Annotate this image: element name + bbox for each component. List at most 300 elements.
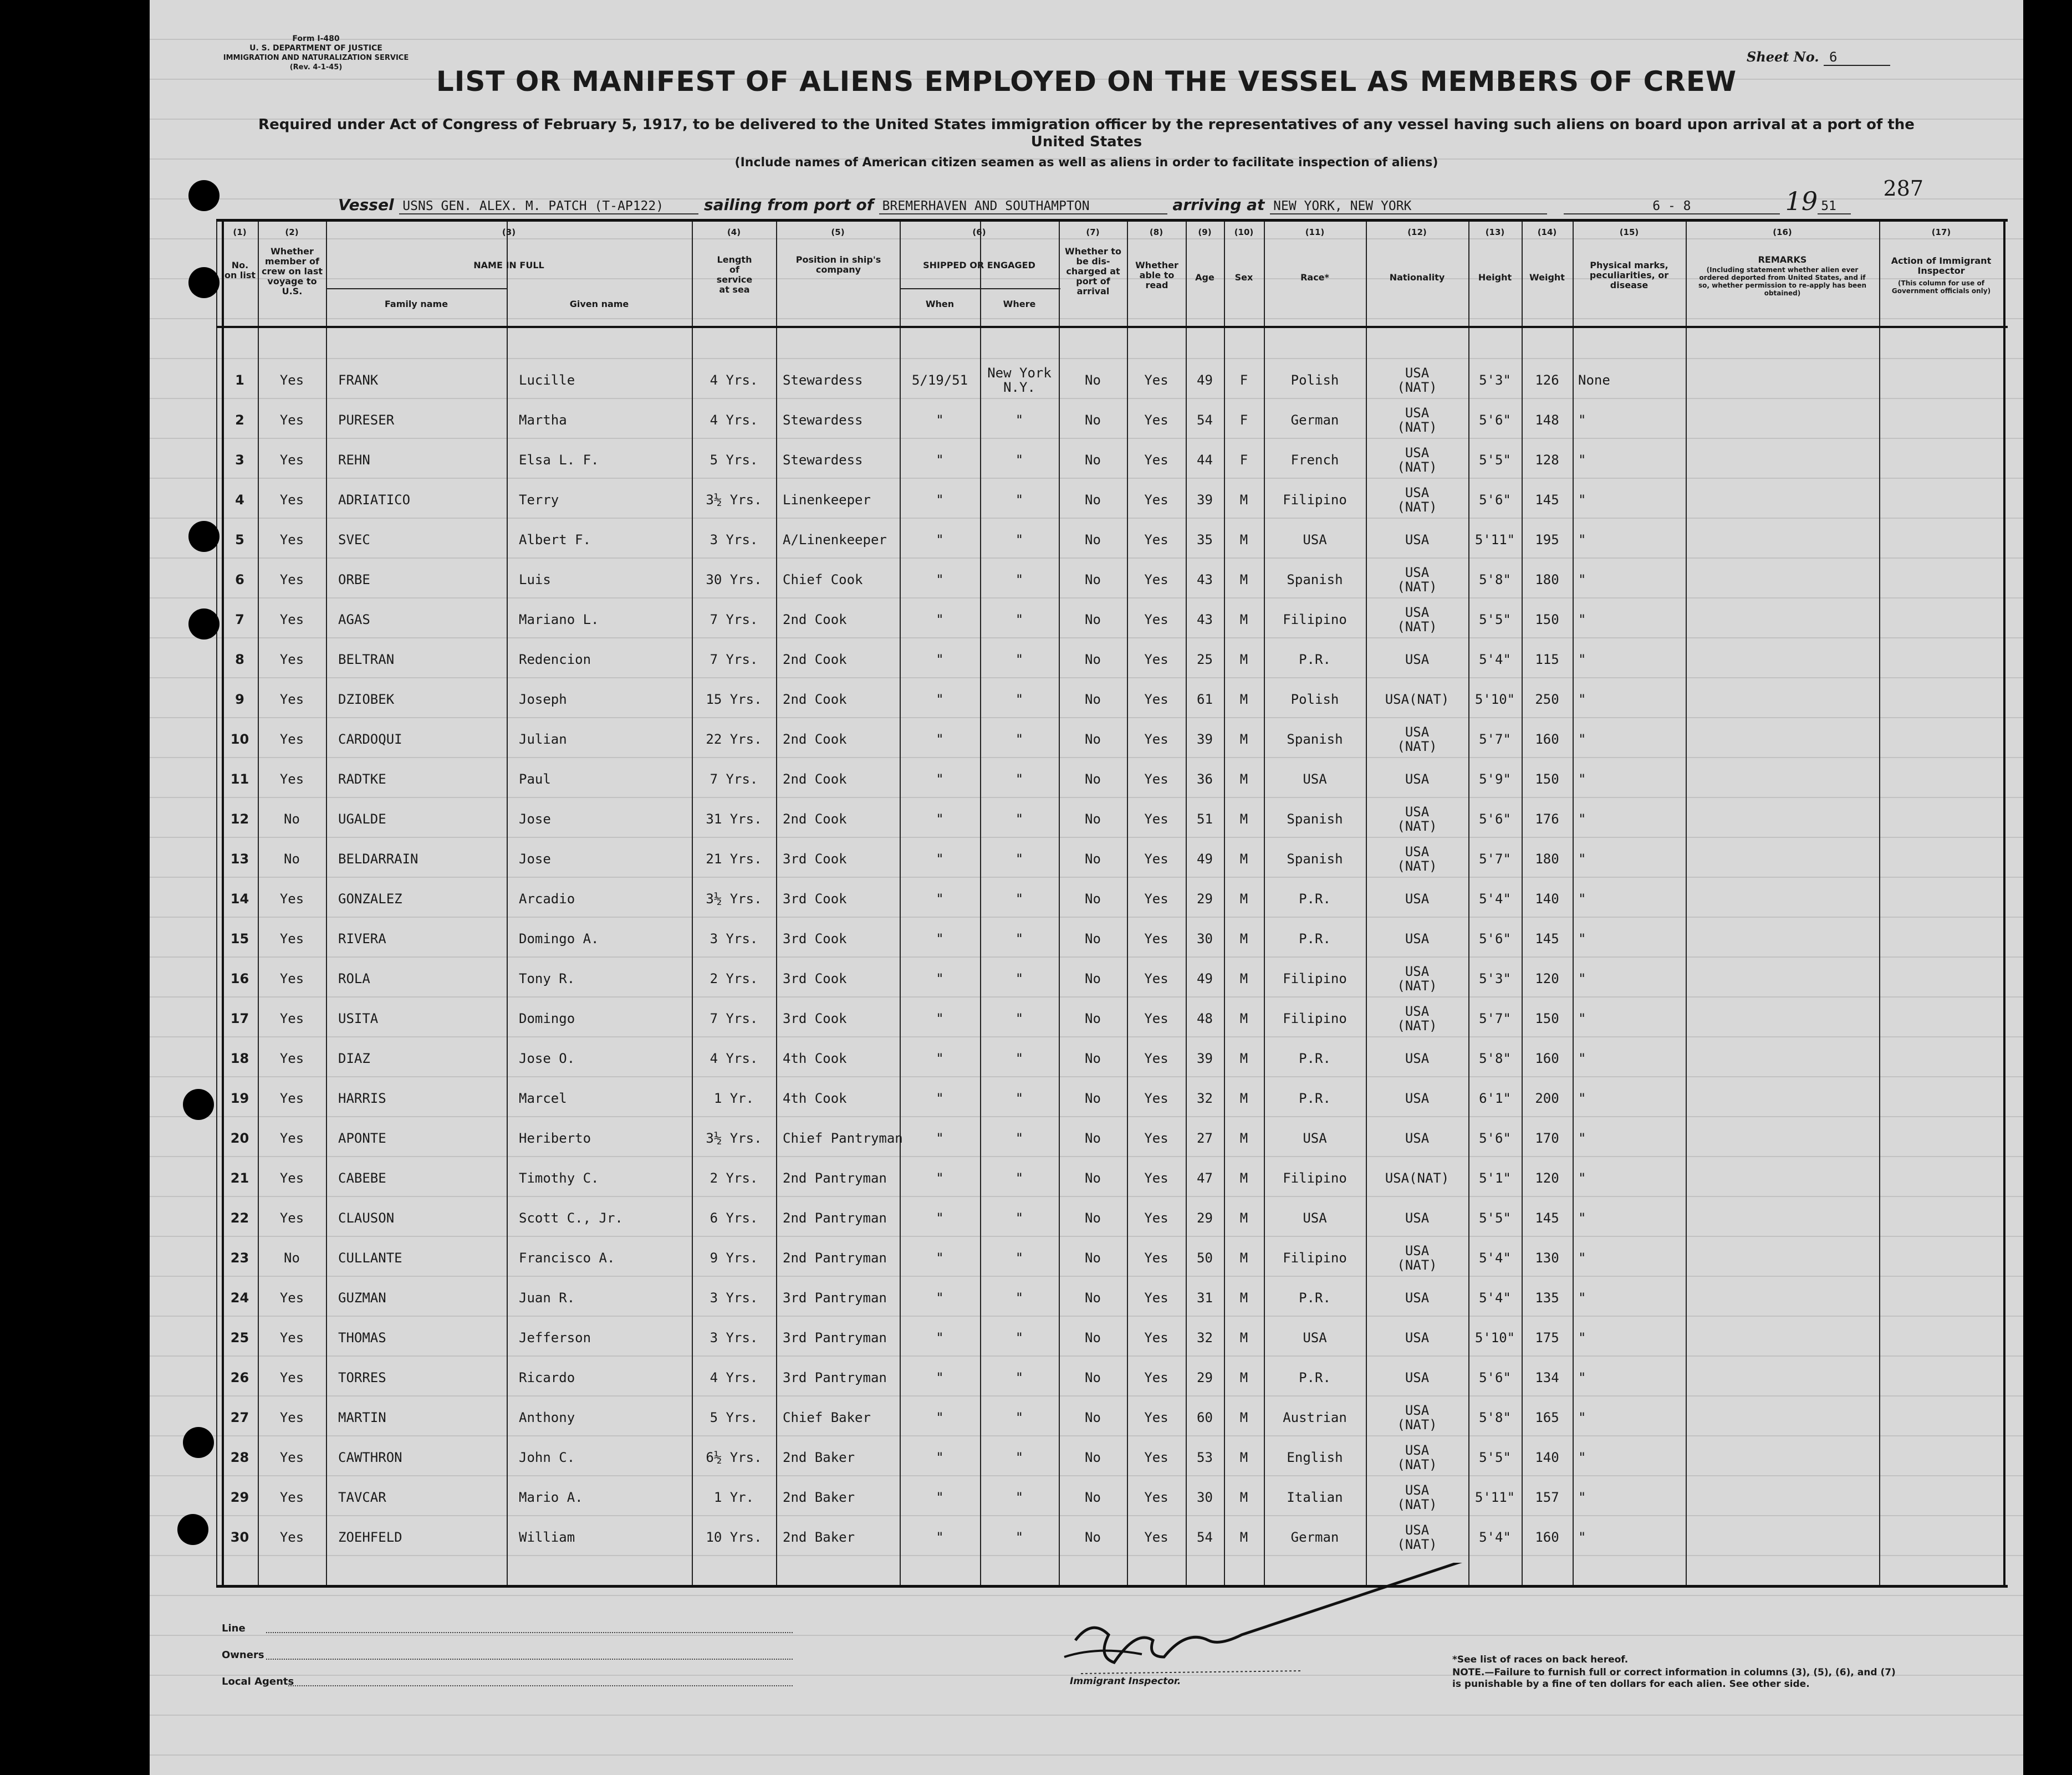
cell-height: 5'8" bbox=[1479, 572, 1511, 587]
col-num-5: (5) bbox=[831, 227, 845, 237]
table-row bbox=[216, 1358, 2008, 1398]
col-head-discharged: Whether to be dis-charged at port of arrival bbox=[1065, 246, 1121, 296]
cell-weight: 130 bbox=[1535, 1250, 1559, 1266]
cell-nationality: USA (NAT) bbox=[1397, 1004, 1437, 1034]
cell-given-name: Martha bbox=[519, 412, 567, 428]
cell-shipped-when: 5/19/51 bbox=[911, 372, 968, 388]
punch-hole bbox=[177, 1514, 208, 1545]
cell-shipped-when: " bbox=[936, 811, 944, 827]
cell-height: 5'7" bbox=[1479, 851, 1511, 867]
cell-family-name: GONZALEZ bbox=[338, 891, 402, 907]
cell-able-to-read: Yes bbox=[1144, 692, 1168, 707]
table-row bbox=[216, 1238, 2008, 1278]
footer-line-label: Line bbox=[222, 1623, 246, 1634]
cell-race: Filipino bbox=[1283, 1250, 1347, 1266]
cell-sex: M bbox=[1239, 732, 1248, 747]
table-row bbox=[216, 1477, 2008, 1517]
cell-shipped-when: " bbox=[936, 1210, 944, 1226]
cell-sex: M bbox=[1239, 931, 1248, 947]
cell-race: English bbox=[1287, 1450, 1343, 1465]
col-num-1: (1) bbox=[233, 227, 247, 237]
cell-length-of-service: 15 Yrs. bbox=[706, 692, 762, 707]
cell-row-number: 13 bbox=[230, 851, 249, 867]
cell-height: 5'4" bbox=[1479, 652, 1511, 667]
table-row bbox=[216, 480, 2008, 520]
cell-discharged: No bbox=[1085, 1091, 1101, 1106]
cell-position: 2nd Cook bbox=[783, 652, 847, 667]
col-num-2: (2) bbox=[285, 227, 299, 237]
cell-nationality: USA (NAT) bbox=[1397, 1403, 1437, 1433]
cell-position: 2nd Baker bbox=[783, 1490, 855, 1505]
cell-able-to-read: Yes bbox=[1144, 931, 1168, 947]
cell-position: 2nd Cook bbox=[783, 612, 847, 627]
col-head-position: Position in ship's company bbox=[795, 254, 881, 275]
cell-physical-marks: " bbox=[1578, 572, 1586, 587]
cell-nationality: USA bbox=[1405, 1370, 1430, 1385]
cell-nationality: USA(NAT) bbox=[1385, 692, 1450, 707]
cell-family-name: GUZMAN bbox=[338, 1290, 386, 1306]
cell-row-number: 23 bbox=[230, 1250, 249, 1266]
punch-hole bbox=[188, 180, 220, 211]
cell-discharged: No bbox=[1085, 851, 1101, 867]
cell-position: 2nd Baker bbox=[783, 1450, 855, 1465]
cell-length-of-service: 4 Yrs. bbox=[710, 412, 758, 428]
page-subtitle: Required under Act of Congress of February 5, 1917, to be delivered to the United States immigration officer by the representatives of any vessel having such aliens on board upon arrival at a port of the United States bbox=[258, 116, 1915, 150]
cell-physical-marks: " bbox=[1578, 1290, 1586, 1306]
cell-age: 35 bbox=[1197, 532, 1213, 548]
cell-able-to-read: Yes bbox=[1144, 612, 1168, 627]
cell-shipped-when: " bbox=[936, 492, 944, 508]
cell-given-name: Marcel bbox=[519, 1091, 567, 1106]
cell-given-name: Anthony bbox=[519, 1410, 575, 1425]
cell-shipped-where: " bbox=[1015, 1410, 1024, 1425]
cell-able-to-read: Yes bbox=[1144, 452, 1168, 468]
cell-weight: 250 bbox=[1535, 692, 1559, 707]
cell-height: 5'6" bbox=[1479, 931, 1511, 947]
cell-sex: M bbox=[1239, 1051, 1248, 1066]
cell-row-number: 12 bbox=[230, 811, 249, 827]
cell-height: 5'6" bbox=[1479, 412, 1511, 428]
cell-sex: M bbox=[1239, 1011, 1248, 1026]
cell-age: 25 bbox=[1197, 652, 1213, 667]
cell-row-number: 1 bbox=[235, 372, 244, 388]
cell-age: 48 bbox=[1197, 1011, 1213, 1026]
cell-prev-voyage: Yes bbox=[279, 372, 304, 388]
cell-discharged: No bbox=[1085, 612, 1101, 627]
cell-race: P.R. bbox=[1299, 1290, 1331, 1306]
cell-position: 3rd Cook bbox=[783, 1011, 847, 1026]
cell-row-number: 20 bbox=[230, 1131, 249, 1146]
cell-height: 5'8" bbox=[1479, 1051, 1511, 1066]
cell-race: USA bbox=[1303, 771, 1327, 787]
cell-nationality: USA bbox=[1405, 1330, 1430, 1346]
cell-nationality: USA bbox=[1405, 532, 1430, 548]
cell-discharged: No bbox=[1085, 1450, 1101, 1465]
col-head-no: No. on list bbox=[224, 260, 256, 280]
cell-age: 39 bbox=[1197, 732, 1213, 747]
cell-length-of-service: 5 Yrs. bbox=[710, 452, 758, 468]
cell-family-name: PURESER bbox=[338, 412, 395, 428]
cell-sex: F bbox=[1239, 372, 1248, 388]
cell-physical-marks: " bbox=[1578, 771, 1586, 787]
cell-able-to-read: Yes bbox=[1144, 1131, 1168, 1146]
col-num-9: (9) bbox=[1198, 227, 1212, 237]
cell-family-name: USITA bbox=[338, 1011, 379, 1026]
vessel-label: Vessel bbox=[338, 196, 394, 214]
cell-length-of-service: 6 Yrs. bbox=[710, 1210, 758, 1226]
cell-able-to-read: Yes bbox=[1144, 811, 1168, 827]
cell-age: 39 bbox=[1197, 1051, 1213, 1066]
cell-race: P.R. bbox=[1299, 1091, 1331, 1106]
crew-table bbox=[216, 219, 2008, 1588]
cell-given-name: Juan R. bbox=[519, 1290, 575, 1306]
cell-discharged: No bbox=[1085, 532, 1101, 548]
cell-discharged: No bbox=[1085, 652, 1101, 667]
punch-hole bbox=[183, 1089, 214, 1120]
cell-row-number: 24 bbox=[230, 1290, 249, 1306]
cell-nationality: USA (NAT) bbox=[1397, 1522, 1437, 1552]
cell-weight: 170 bbox=[1535, 1131, 1559, 1146]
cell-height: 5'7" bbox=[1479, 732, 1511, 747]
cell-nationality: USA bbox=[1405, 652, 1430, 667]
cell-height: 5'6" bbox=[1479, 492, 1511, 508]
cell-shipped-where: " bbox=[1015, 811, 1024, 827]
footer-note-races: *See list of races on back hereof. bbox=[1452, 1654, 1629, 1665]
cell-height: 5'4" bbox=[1479, 1290, 1511, 1306]
col-num-15: (15) bbox=[1619, 227, 1639, 237]
table-row bbox=[216, 1158, 2008, 1198]
cell-weight: 115 bbox=[1535, 652, 1559, 667]
cell-physical-marks: " bbox=[1578, 811, 1586, 827]
sheet-number-label: Sheet No. bbox=[1747, 49, 1819, 65]
cell-prev-voyage: Yes bbox=[279, 612, 304, 627]
cell-physical-marks: " bbox=[1578, 532, 1586, 548]
cell-prev-voyage: Yes bbox=[279, 1091, 304, 1106]
cell-shipped-when: " bbox=[936, 532, 944, 548]
cell-weight: 145 bbox=[1535, 1210, 1559, 1226]
cell-shipped-where: " bbox=[1015, 851, 1024, 867]
table-row bbox=[216, 999, 2008, 1039]
cell-prev-voyage: Yes bbox=[279, 931, 304, 947]
cell-row-number: 30 bbox=[230, 1530, 249, 1545]
cell-family-name: TORRES bbox=[338, 1370, 386, 1385]
col-head-name: NAME IN FULL bbox=[473, 260, 544, 270]
col-num-11: (11) bbox=[1305, 227, 1325, 237]
table-row bbox=[216, 440, 2008, 480]
cell-family-name: RADTKE bbox=[338, 771, 386, 787]
cell-shipped-where: " bbox=[1015, 412, 1024, 428]
cell-race: Spanish bbox=[1287, 811, 1343, 827]
table-row bbox=[216, 1438, 2008, 1477]
cell-sex: M bbox=[1239, 851, 1248, 867]
cell-nationality: USA (NAT) bbox=[1397, 565, 1437, 595]
cell-height: 5'11" bbox=[1474, 1490, 1515, 1505]
cell-height: 5'5" bbox=[1479, 452, 1511, 468]
cell-nationality: USA bbox=[1405, 1290, 1430, 1306]
cell-weight: 135 bbox=[1535, 1290, 1559, 1306]
table-row bbox=[216, 719, 2008, 759]
cell-length-of-service: 2 Yrs. bbox=[710, 971, 758, 986]
cell-weight: 145 bbox=[1535, 492, 1559, 508]
cell-shipped-when: " bbox=[936, 572, 944, 587]
cell-prev-voyage: Yes bbox=[279, 971, 304, 986]
cell-shipped-when: " bbox=[936, 931, 944, 947]
table-row bbox=[216, 879, 2008, 919]
cell-row-number: 19 bbox=[230, 1091, 249, 1106]
cell-row-number: 22 bbox=[230, 1210, 249, 1226]
cell-family-name: BELTRAN bbox=[338, 652, 395, 667]
cell-age: 30 bbox=[1197, 1490, 1213, 1505]
cell-row-number: 2 bbox=[235, 412, 244, 428]
cell-row-number: 21 bbox=[230, 1170, 249, 1186]
cell-nationality: USA (NAT) bbox=[1397, 964, 1437, 994]
cell-position: 3rd Pantryman bbox=[783, 1290, 887, 1306]
cell-physical-marks: " bbox=[1578, 1091, 1586, 1106]
cell-race: German bbox=[1290, 412, 1339, 428]
cell-prev-voyage: Yes bbox=[279, 1370, 304, 1385]
cell-length-of-service: 4 Yrs. bbox=[710, 1051, 758, 1066]
col-num-16: (16) bbox=[1773, 227, 1792, 237]
cell-sex: M bbox=[1239, 572, 1248, 587]
cell-able-to-read: Yes bbox=[1144, 1210, 1168, 1226]
cell-shipped-where: " bbox=[1015, 1210, 1024, 1226]
col-head-marks: Physical marks, peculiarities, or disease bbox=[1589, 260, 1669, 290]
year-prefix: 19 bbox=[1785, 186, 1818, 216]
table-row bbox=[216, 959, 2008, 999]
table-row bbox=[216, 560, 2008, 600]
cell-shipped-when: " bbox=[936, 1450, 944, 1465]
cell-length-of-service: 2 Yrs. bbox=[710, 1170, 758, 1186]
table-row bbox=[216, 1078, 2008, 1118]
cell-prev-voyage: Yes bbox=[279, 1410, 304, 1425]
cell-row-number: 18 bbox=[230, 1051, 249, 1066]
cell-position: Stewardess bbox=[783, 452, 863, 468]
cell-prev-voyage: Yes bbox=[279, 1131, 304, 1146]
cell-race: Spanish bbox=[1287, 572, 1343, 587]
cell-weight: 160 bbox=[1535, 732, 1559, 747]
cell-prev-voyage: Yes bbox=[279, 652, 304, 667]
cell-sex: M bbox=[1239, 652, 1248, 667]
cell-shipped-when: " bbox=[936, 1370, 944, 1385]
cell-given-name: Mariano L. bbox=[519, 612, 599, 627]
cell-family-name: CABEBE bbox=[338, 1170, 386, 1186]
cell-discharged: No bbox=[1085, 1530, 1101, 1545]
cell-able-to-read: Yes bbox=[1144, 1330, 1168, 1346]
cell-sex: M bbox=[1239, 771, 1248, 787]
cell-row-number: 8 bbox=[235, 652, 244, 667]
cell-shipped-when: " bbox=[936, 891, 944, 907]
cell-weight: 176 bbox=[1535, 811, 1559, 827]
cell-shipped-when: " bbox=[936, 1250, 944, 1266]
arrival-port: NEW YORK, NEW YORK bbox=[1270, 199, 1547, 214]
table-row bbox=[216, 600, 2008, 640]
cell-shipped-when: " bbox=[936, 851, 944, 867]
cell-shipped-where: " bbox=[1015, 1011, 1024, 1026]
cell-physical-marks: " bbox=[1578, 1490, 1586, 1505]
cell-prev-voyage: Yes bbox=[279, 1330, 304, 1346]
cell-height: 5'5" bbox=[1479, 612, 1511, 627]
cell-physical-marks: None bbox=[1578, 372, 1610, 388]
cell-shipped-when: " bbox=[936, 652, 944, 667]
cell-race: USA bbox=[1303, 1131, 1327, 1146]
cell-family-name: DIAZ bbox=[338, 1051, 370, 1066]
col-head-weight: Weight bbox=[1529, 272, 1565, 283]
cell-age: 29 bbox=[1197, 1370, 1213, 1385]
table-row bbox=[216, 640, 2008, 679]
cell-race: Spanish bbox=[1287, 851, 1343, 867]
cell-shipped-where: " bbox=[1015, 1330, 1024, 1346]
cell-length-of-service: 9 Yrs. bbox=[710, 1250, 758, 1266]
cell-discharged: No bbox=[1085, 452, 1101, 468]
cell-given-name: Lucille bbox=[519, 372, 575, 388]
cell-given-name: Jose O. bbox=[519, 1051, 575, 1066]
cell-discharged: No bbox=[1085, 1210, 1101, 1226]
cell-shipped-when: " bbox=[936, 612, 944, 627]
cell-given-name: Elsa L. F. bbox=[519, 452, 599, 468]
cell-weight: 165 bbox=[1535, 1410, 1559, 1425]
cell-able-to-read: Yes bbox=[1144, 771, 1168, 787]
cell-age: 43 bbox=[1197, 572, 1213, 587]
cell-shipped-when: " bbox=[936, 1051, 944, 1066]
cell-row-number: 11 bbox=[230, 771, 249, 787]
cell-able-to-read: Yes bbox=[1144, 851, 1168, 867]
cell-weight: 160 bbox=[1535, 1051, 1559, 1066]
cell-shipped-when: " bbox=[936, 1330, 944, 1346]
cell-height: 5'6" bbox=[1479, 1370, 1511, 1385]
cell-family-name: CAWTHRON bbox=[338, 1450, 402, 1465]
cell-sex: M bbox=[1239, 1530, 1248, 1545]
cell-position: 2nd Pantryman bbox=[783, 1210, 887, 1226]
cell-length-of-service: 4 Yrs. bbox=[710, 372, 758, 388]
cell-discharged: No bbox=[1085, 732, 1101, 747]
cell-prev-voyage: Yes bbox=[279, 412, 304, 428]
cell-row-number: 10 bbox=[230, 732, 249, 747]
cell-position: Linenkeeper bbox=[783, 492, 871, 508]
cell-prev-voyage: Yes bbox=[279, 732, 304, 747]
cell-discharged: No bbox=[1085, 811, 1101, 827]
cell-shipped-when: " bbox=[936, 1530, 944, 1545]
cell-weight: 150 bbox=[1535, 612, 1559, 627]
table-row bbox=[216, 1039, 2008, 1078]
cell-position: 3rd Cook bbox=[783, 851, 847, 867]
cell-position: 4th Cook bbox=[783, 1091, 847, 1106]
cell-sex: M bbox=[1239, 1330, 1248, 1346]
manifest-sheet bbox=[150, 0, 2023, 1775]
punch-hole bbox=[188, 267, 220, 298]
cell-family-name: CARDOQUI bbox=[338, 732, 402, 747]
cell-height: 5'10" bbox=[1474, 1330, 1515, 1346]
cell-length-of-service: 7 Yrs. bbox=[710, 1011, 758, 1026]
cell-sex: M bbox=[1239, 891, 1248, 907]
cell-sex: M bbox=[1239, 1210, 1248, 1226]
cell-family-name: AGAS bbox=[338, 612, 370, 627]
cell-able-to-read: Yes bbox=[1144, 652, 1168, 667]
cell-sex: M bbox=[1239, 971, 1248, 986]
cell-height: 5'6" bbox=[1479, 1131, 1511, 1146]
stamp-number: 287 bbox=[1883, 176, 1923, 201]
cell-position: 2nd Cook bbox=[783, 771, 847, 787]
col-num-13: (13) bbox=[1485, 227, 1505, 237]
col-head-race: Race* bbox=[1300, 272, 1329, 283]
cell-physical-marks: " bbox=[1578, 692, 1586, 707]
cell-sex: M bbox=[1239, 612, 1248, 627]
cell-weight: 195 bbox=[1535, 532, 1559, 548]
cell-race: Italian bbox=[1287, 1490, 1343, 1505]
cell-row-number: 15 bbox=[230, 931, 249, 947]
cell-family-name: ADRIATICO bbox=[338, 492, 411, 508]
cell-race: P.R. bbox=[1299, 652, 1331, 667]
cell-shipped-where: " bbox=[1015, 1530, 1024, 1545]
table-row bbox=[216, 1398, 2008, 1438]
cell-row-number: 5 bbox=[235, 532, 244, 548]
cell-nationality: USA (NAT) bbox=[1397, 724, 1437, 754]
cell-position: 2nd Cook bbox=[783, 811, 847, 827]
cell-able-to-read: Yes bbox=[1144, 372, 1168, 388]
col-num-12: (12) bbox=[1407, 227, 1427, 237]
cell-height: 5'3" bbox=[1479, 372, 1511, 388]
cell-physical-marks: " bbox=[1578, 732, 1586, 747]
cell-position: Chief Pantryman bbox=[783, 1131, 903, 1146]
cell-physical-marks: " bbox=[1578, 1330, 1586, 1346]
cell-age: 29 bbox=[1197, 1210, 1213, 1226]
cell-age: 54 bbox=[1197, 1530, 1213, 1545]
col-num-7: (7) bbox=[1086, 227, 1100, 237]
cell-prev-voyage: Yes bbox=[279, 452, 304, 468]
cell-physical-marks: " bbox=[1578, 971, 1586, 986]
cell-shipped-when: " bbox=[936, 771, 944, 787]
cell-row-number: 14 bbox=[230, 891, 249, 907]
cell-discharged: No bbox=[1085, 572, 1101, 587]
cell-discharged: No bbox=[1085, 1011, 1101, 1026]
cell-shipped-where: " bbox=[1015, 1051, 1024, 1066]
cell-weight: 180 bbox=[1535, 572, 1559, 587]
cell-nationality: USA (NAT) bbox=[1397, 485, 1437, 515]
cell-sex: M bbox=[1239, 1410, 1248, 1425]
table-row bbox=[216, 1318, 2008, 1358]
cell-discharged: No bbox=[1085, 372, 1101, 388]
cell-row-number: 3 bbox=[235, 452, 244, 468]
cell-age: 49 bbox=[1197, 971, 1213, 986]
cell-row-number: 16 bbox=[230, 971, 249, 986]
cell-given-name: Julian bbox=[519, 732, 567, 747]
year-suffix: 51 bbox=[1818, 199, 1851, 214]
cell-able-to-read: Yes bbox=[1144, 492, 1168, 508]
col-head-shipped: SHIPPED OR ENGAGED bbox=[923, 260, 1035, 270]
cell-shipped-where: " bbox=[1015, 612, 1024, 627]
cell-family-name: ROLA bbox=[338, 971, 370, 986]
cell-shipped-where: " bbox=[1015, 692, 1024, 707]
cell-length-of-service: 10 Yrs. bbox=[706, 1530, 762, 1545]
cell-sex: M bbox=[1239, 1290, 1248, 1306]
cell-physical-marks: " bbox=[1578, 1170, 1586, 1186]
cell-height: 5'9" bbox=[1479, 771, 1511, 787]
cell-sex: M bbox=[1239, 1091, 1248, 1106]
cell-position: 2nd Pantryman bbox=[783, 1250, 887, 1266]
cell-race: Filipino bbox=[1283, 1011, 1347, 1026]
col-num-6: (6) bbox=[972, 227, 986, 237]
cell-row-number: 7 bbox=[235, 612, 244, 627]
cell-prev-voyage: Yes bbox=[279, 572, 304, 587]
cell-given-name: Terry bbox=[519, 492, 559, 508]
cell-race: Filipino bbox=[1283, 492, 1347, 508]
cell-family-name: SVEC bbox=[338, 532, 370, 548]
cell-position: Chief Baker bbox=[783, 1410, 871, 1425]
cell-height: 6'1" bbox=[1479, 1091, 1511, 1106]
cell-able-to-read: Yes bbox=[1144, 891, 1168, 907]
cell-physical-marks: " bbox=[1578, 652, 1586, 667]
cell-row-number: 29 bbox=[230, 1490, 249, 1505]
cell-shipped-when: " bbox=[936, 692, 944, 707]
